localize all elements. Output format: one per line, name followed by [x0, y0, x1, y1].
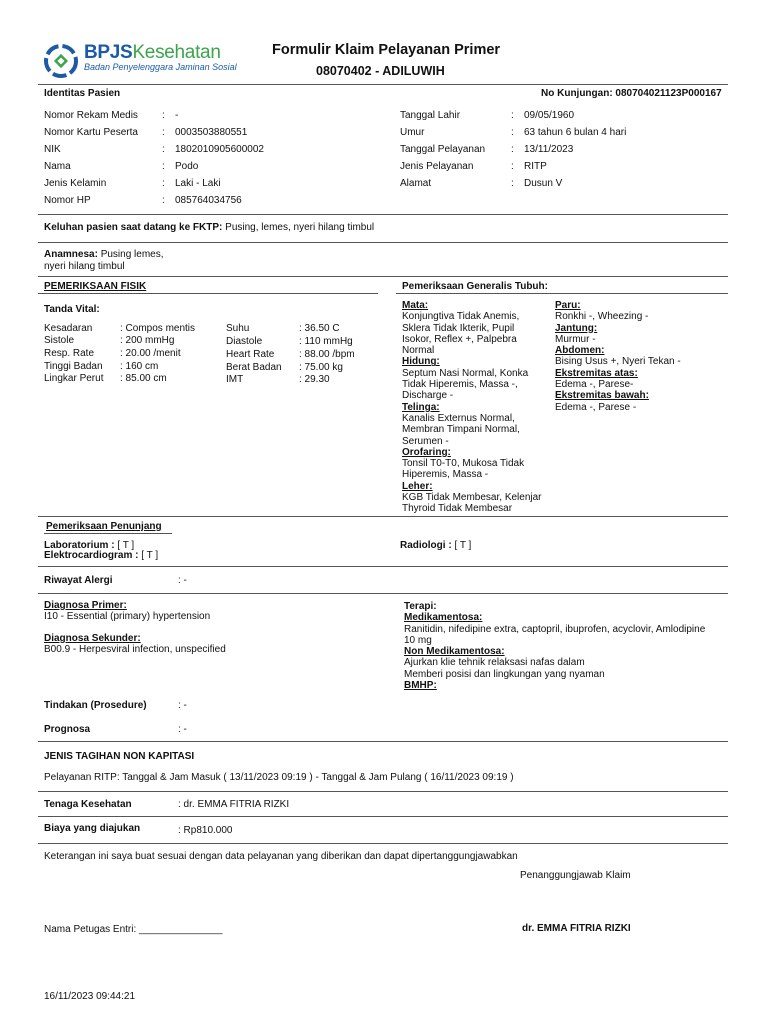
id-label: Tanggal Lahir	[400, 110, 461, 121]
exam-head-abdomen: Abdomen:	[555, 345, 605, 357]
vital-value: : 160 cm	[120, 361, 159, 372]
procedure-value: : -	[178, 700, 187, 711]
id-label: Jenis Pelayanan	[400, 161, 474, 172]
exam-head-neck: Leher:	[402, 480, 433, 492]
id-value: RITP	[524, 161, 547, 172]
divider	[38, 84, 728, 85]
printed-timestamp: 16/11/2023 09:44:21	[44, 991, 136, 1002]
statement: Keterangan ini saya buat sesuai dengan data pelayanan yang diberikan dan dapat dipertanggungjawabkan	[44, 851, 518, 862]
colon: :	[511, 110, 514, 121]
allergy-value: : -	[178, 575, 187, 586]
vital-value: : 85.00 cm	[120, 373, 167, 384]
billing-line: Pelayanan RITP: Tanggal & Jam Masuk ( 13/11/2023 09:19 ) - Tanggal & Jam Pulang ( 16/11/2023 09:19 )	[44, 772, 514, 783]
diagnosis-primary: I10 - Essential (primary) hypertension	[44, 611, 211, 623]
general-heading: Pemeriksaan Generalis Tubuh:	[402, 281, 548, 292]
id-label: NIK	[44, 144, 61, 155]
allergy-label: Riwayat Alergi	[44, 575, 113, 586]
exam-head-eyes: Mata:	[402, 300, 429, 311]
divider	[38, 516, 728, 517]
id-value: Dusun V	[524, 178, 563, 189]
lab-label: Laboratorium :	[44, 540, 115, 551]
medication-line: Ranitidin, nifedipine extra, captopril, ibuprofen, acyclovir, Amlodipine	[404, 623, 706, 635]
divider	[38, 791, 728, 792]
divider	[38, 242, 728, 243]
vital-label: Resp. Rate	[44, 348, 95, 359]
exam-line: Hiperemis, Massa -	[402, 469, 489, 481]
colon: :	[511, 161, 514, 172]
vital-value: : 75.00 kg	[299, 362, 343, 373]
billing-heading: JENIS TAGIHAN NON KAPITASI	[44, 751, 195, 762]
colon: :	[162, 144, 165, 155]
logo-brand-a: BPJS	[84, 42, 133, 63]
support-heading: Pemeriksaan Penunjang	[46, 521, 162, 532]
exam-line: Edema -, Parese -	[555, 401, 637, 413]
vital-label: Lingkar Perut	[44, 373, 104, 384]
exam-head-nose: Hidung:	[402, 356, 440, 368]
exam-head-lower-ext: Ekstremitas bawah:	[555, 390, 649, 402]
id-value: 085764034756	[175, 195, 242, 206]
anamnesa-row	[44, 249, 164, 260]
vital-value: : 29.30	[299, 374, 330, 385]
diagnosis-primary-head: Diagnosa Primer:	[44, 600, 127, 611]
vital-label: Diastole	[226, 336, 263, 347]
medication-line: 10 mg	[404, 634, 432, 646]
diagnosis-block	[44, 600, 226, 655]
bpjs-logo-icon	[44, 44, 78, 78]
id-value: 13/11/2023	[524, 144, 574, 155]
complaint-value: Pusing, lemes, nyeri hilang timbul	[225, 222, 375, 233]
vital-value: : 88.00 /bpm	[299, 349, 355, 360]
exam-head-heart: Jantung:	[555, 322, 598, 334]
non-medication-head: Non Medikamentosa:	[404, 646, 505, 658]
vital-value: : 20.00 /menit	[120, 348, 181, 359]
id-value: Podo	[175, 161, 199, 172]
radio-row	[400, 540, 471, 551]
procedure-label: Tindakan (Prosedure)	[44, 700, 147, 711]
exam-line: Thyroid Tidak Membesar	[402, 503, 513, 515]
ecg-label: Elektrocardiogram :	[44, 550, 139, 561]
medication-head: Medikamentosa:	[404, 612, 483, 624]
vital-value: : Compos mentis	[120, 323, 196, 334]
diagnosis-secondary: B00.9 - Herpesviral infection, unspecified	[44, 643, 226, 655]
exam-line: Murmur -	[555, 333, 596, 345]
exam-line: Tidak Hiperemis, Massa -,	[402, 379, 518, 391]
id-label: Nama	[44, 161, 71, 172]
divider	[38, 566, 728, 567]
divider	[38, 843, 728, 844]
radio-value: [ T ]	[454, 540, 472, 551]
id-value: 09/05/1960	[524, 110, 575, 121]
divider	[38, 293, 378, 294]
vital-label: Kesadaran	[44, 323, 93, 334]
cost-label: Biaya yang diajukan	[44, 823, 141, 834]
staff-value: : dr. EMMA FITRIA RIZKI	[178, 799, 290, 810]
divider	[38, 214, 728, 215]
ecg-row	[44, 550, 158, 561]
divider	[38, 741, 728, 742]
vital-heading: Tanda Vital:	[44, 304, 100, 315]
id-label: Alamat	[400, 178, 432, 189]
exam-line: Serumen -	[402, 435, 449, 447]
exam-head-lungs: Paru:	[555, 300, 581, 311]
id-value: 0003503880551	[175, 127, 248, 138]
id-label: Umur	[400, 127, 425, 138]
cost-value: : Rp810.000	[178, 825, 233, 836]
vital-label: Berat Badan	[226, 362, 282, 373]
complaint-label: Keluhan pasien saat datang ke FKTP:	[44, 222, 223, 233]
entry-officer: Nama Petugas Entri: _______________	[44, 924, 223, 935]
vital-label: Heart Rate	[226, 349, 275, 360]
anamnesa-line1: Pusing lemes,	[100, 249, 164, 260]
exam-head-upper-ext: Ekstremitas atas:	[555, 367, 638, 379]
physical-heading: PEMERIKSAAN FISIK	[44, 281, 147, 292]
lab-value: [ T ]	[117, 540, 135, 551]
identity-heading: Identitas Pasien	[44, 88, 121, 99]
therapy-block	[404, 601, 705, 691]
vital-label: Sistole	[44, 335, 75, 346]
id-label: Nomor Rekam Medis	[44, 110, 138, 121]
colon: :	[162, 195, 165, 206]
exam-line: Kanalis Externus Normal,	[402, 412, 515, 424]
anamnesa-label: Anamnesa:	[44, 249, 98, 260]
divider	[38, 593, 728, 594]
complaint-row	[44, 222, 374, 233]
prognosis-value: : -	[178, 724, 187, 735]
form-title: Formulir Klaim Pelayanan Primer	[272, 42, 501, 58]
visit-number: No Kunjungan: 080704021123P000167	[541, 88, 722, 99]
exam-line: Tonsil T0-T0, Mukosa Tidak	[402, 458, 525, 470]
bmhp-head: BMHP:	[404, 680, 437, 692]
radio-label: Radiologi :	[400, 540, 452, 551]
exam-line: Ronkhi -, Wheezing -	[555, 311, 649, 323]
exam-line: Discharge -	[402, 390, 454, 402]
exam-line: Normal	[402, 345, 435, 357]
id-value: Laki - Laki	[175, 178, 221, 189]
id-value: 1802010905600002	[175, 144, 264, 155]
vital-label: IMT	[226, 374, 244, 385]
divider	[396, 293, 728, 294]
ecg-value: [ T ]	[141, 550, 159, 561]
responsible-label: Penanggungjawab Klaim	[520, 870, 631, 881]
non-medication-line: Ajurkan klie tehnik relaksasi nafas dalam	[404, 657, 585, 669]
colon: :	[162, 161, 165, 172]
exam-line: Sklera Tidak Ikterik, Pupil	[402, 322, 515, 334]
diagnosis-secondary-head: Diagnosa Sekunder:	[44, 632, 141, 644]
id-label: Jenis Kelamin	[44, 178, 107, 189]
id-value: 63 tahun 6 bulan 4 hari	[524, 127, 627, 138]
exam-line: KGB Tidak Membesar, Kelenjar	[402, 492, 542, 504]
logo-subtitle: Badan Penyelenggara Jaminan Sosial	[84, 62, 237, 72]
divider	[38, 276, 728, 277]
therapy-heading: Terapi:	[404, 601, 437, 612]
form-subtitle: 08070402 - ADILUWIH	[316, 64, 445, 78]
id-value: -	[175, 110, 179, 121]
id-label: Nomor Kartu Peserta	[44, 127, 138, 138]
colon: :	[511, 144, 514, 155]
exam-line: Membran Timpani Normal,	[402, 424, 520, 436]
vital-value: : 200 mmHg	[120, 335, 175, 346]
divider	[38, 816, 728, 817]
exam-head-ears: Telinga:	[402, 401, 440, 413]
non-medication-line: Memberi posisi dan lingkungan yang nyaman	[404, 668, 605, 680]
colon: :	[511, 127, 514, 138]
exam-line: Edema -, Parese-	[555, 379, 634, 391]
colon: :	[511, 178, 514, 189]
vital-value: : 110 mmHg	[299, 336, 353, 347]
general-col1	[402, 300, 542, 515]
colon: :	[162, 178, 165, 189]
staff-label: Tenaga Kesehatan	[44, 799, 132, 810]
divider	[44, 533, 172, 534]
exam-line: Isokor, Reflex +, Palpebra	[402, 333, 517, 345]
exam-head-oropharynx: Orofaring:	[402, 446, 451, 458]
exam-line: Septum Nasi Normal, Konka	[402, 367, 529, 379]
anamnesa-line2: nyeri hilang timbul	[44, 261, 125, 272]
prognosis-label: Prognosa	[44, 724, 91, 735]
vital-label: Tinggi Badan	[44, 361, 103, 372]
vital-label: Suhu	[226, 323, 250, 334]
exam-line: Bising Usus +, Nyeri Tekan -	[555, 356, 681, 368]
vital-value: : 36.50 C	[299, 323, 340, 334]
exam-line: Konjungtiva Tidak Anemis,	[402, 311, 520, 323]
signer-name: dr. EMMA FITRIA RIZKI	[522, 923, 631, 934]
general-col2	[555, 300, 681, 413]
bpjs-logo	[84, 42, 237, 72]
id-label: Nomor HP	[44, 195, 91, 206]
id-label: Tanggal Pelayanan	[400, 144, 486, 155]
colon: :	[162, 127, 165, 138]
colon: :	[162, 110, 165, 121]
logo-brand-b: Kesehatan	[132, 42, 221, 63]
